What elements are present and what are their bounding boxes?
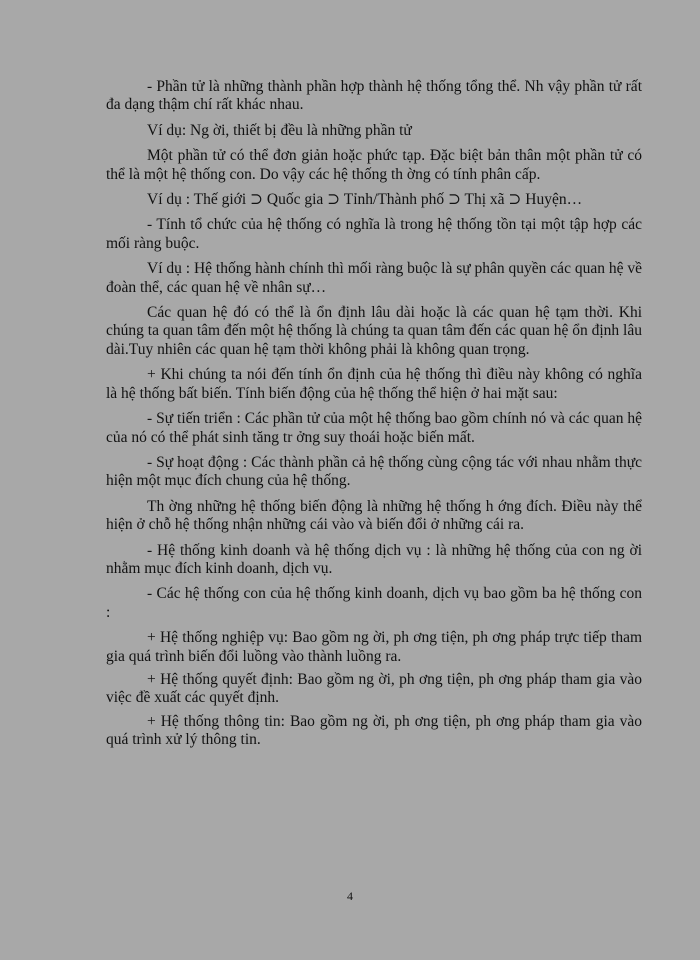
paragraph-operation: - Sự hoạt động : Các thành phần cả hệ thống cùng cộng tác với nhau nhằm thực hiện một mục đích chung của hệ thống. xyxy=(106,453,642,490)
paragraph-subsystem: Một phần tử có thể đơn giản hoặc phức tạp. Đặc biệt bản thân một phần tử có thể là một hệ thống con. Do vậy các hệ thống th ờng có tính phân cấp. xyxy=(106,147,642,183)
paragraph-element-definition: - Phần tử là những thành phần hợp thành hệ thống tổng thể. Nh vậy phần tử rất đa dạng thậm chí rất khác nhau. xyxy=(106,78,642,114)
paragraph-organization: - Tính tổ chức của hệ thống có nghĩa là trong hệ thống tồn tại một tập hợp các mối ràng buộc. xyxy=(106,216,642,252)
paragraph-example-administration: Ví dụ : Hệ thống hành chính thì mối ràng buộc là sự phân quyền các quan hệ về đoàn thể, các quan hệ về nhân sự… xyxy=(106,260,642,296)
paragraph-example-hierarchy: Ví dụ : Thế giới ⊃ Quốc gia ⊃ Tỉnh/Thành phố ⊃ Thị xã ⊃ Huyện… xyxy=(147,191,583,209)
paragraph-goal-oriented: Th ờng những hệ thống biến động là những hệ thống h ớng đích. Điều này thể hiện ở chỗ hệ thống nhận những cái vào và biến đổi ở những cái ra. xyxy=(106,497,642,534)
paragraph-stability: + Khi chúng ta nói đến tính ổn định của hệ thống thì điều này không có nghĩa là hệ thống bất biến. Tính biến động của hệ thống thể hiện ở hai mặt sau: xyxy=(106,366,642,402)
page-number: 4 xyxy=(347,889,353,903)
paragraph-subsystems-intro: - Các hệ thống con của hệ thống kinh doanh, dịch vụ bao gồm ba hệ thống con : xyxy=(106,585,642,621)
paragraph-decision-system: + Hệ thống quyết định: Bao gồm ng ời, ph ơng tiện, ph ơng pháp tham gia vào việc đề xuất các quyết định. xyxy=(106,670,642,707)
paragraph-example-elements: Ví dụ: Ng ời, thiết bị đều là những phần tử xyxy=(147,121,412,139)
paragraph-relations: Các quan hệ đó có thể là ổn định lâu dài hoặc là các quan hệ tạm thời. Khi chúng ta quan tâm đến một hệ thống là chúng ta quan tâm đến các quan hệ ổn định lâu dài.Tuy nhiên các quan hệ tạm thời không phải là không quan trọng. xyxy=(106,304,642,358)
paragraph-evolution: - Sự tiến triển : Các phần tử của một hệ thống bao gồm chính nó và các quan hệ của nó có thể phát sinh tăng tr ởng suy thoái hoặc biến mất. xyxy=(106,410,642,446)
paragraph-operational-system: + Hệ thống nghiệp vụ: Bao gồm ng ời, ph ơng tiện, ph ơng pháp trực tiếp tham gia quá trình biến đổi luồng vào thành luồng ra. xyxy=(106,629,642,665)
paragraph-information-system: + Hệ thống thông tin: Bao gồm ng ời, ph ơng tiện, ph ơng pháp tham gia vào quá trình xử lý thông tin. xyxy=(106,712,642,749)
document-body xyxy=(106,78,642,755)
paragraph-business-systems: - Hệ thống kinh doanh và hệ thống dịch vụ : là những hệ thống của con ng ời nhằm mục đích kinh doanh, dịch vụ. xyxy=(106,541,642,577)
